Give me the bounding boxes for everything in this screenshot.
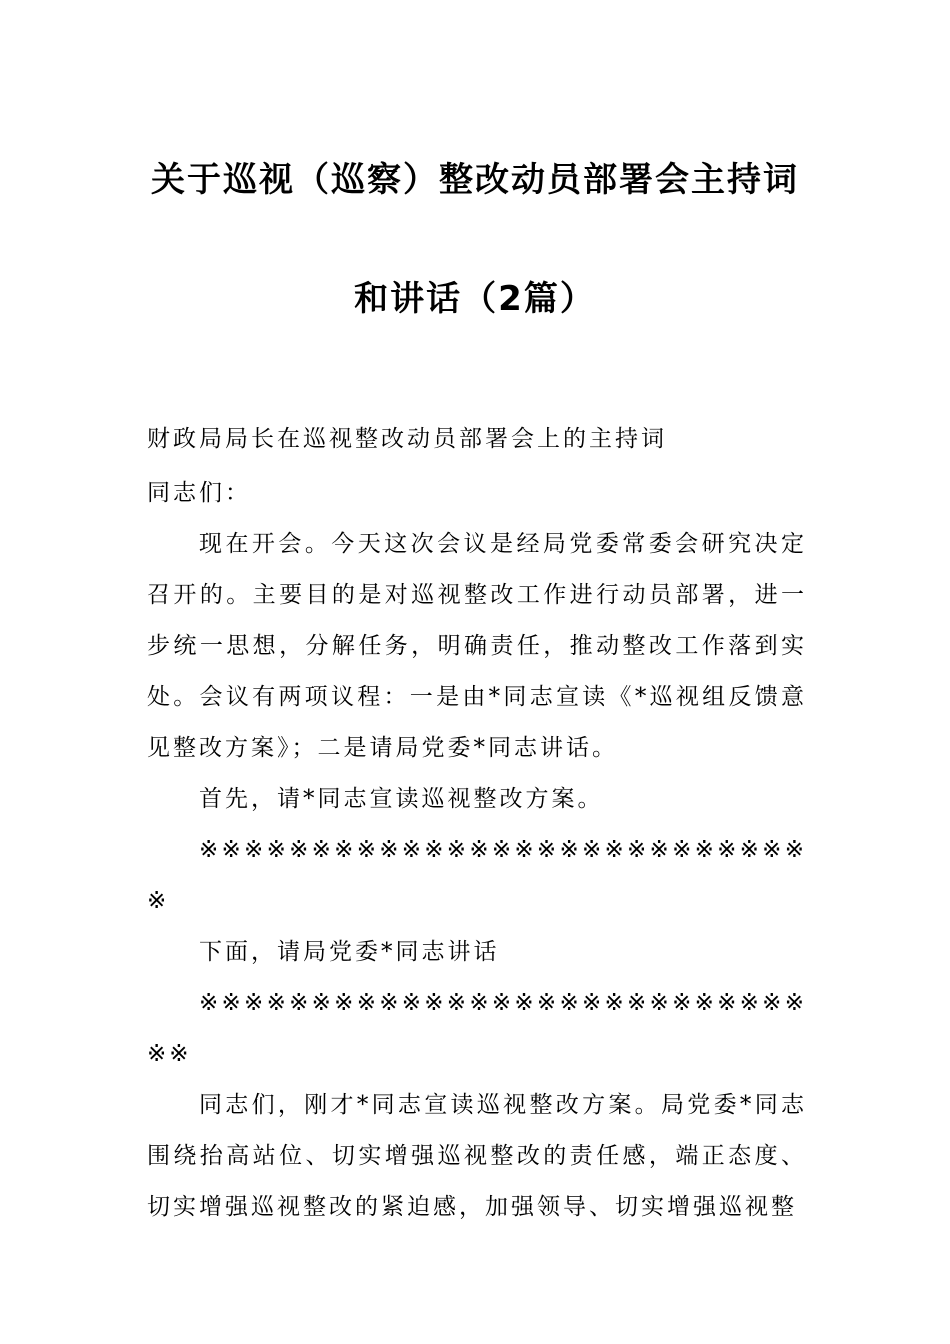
paragraph-separator-1: ※※※※※※※※※※※※※※※※※※※※※※※※※※※※ [147,837,807,914]
salutation: 同志们： [147,480,251,506]
paragraph-opening: 现在开会。今天这次会议是经局党委常委会研究决定召开的。主要目的是对巡视整改工作进行动员部署，进一步统一思想，分解任务，明确责任，推动整改工作落到实处。会议有两项议程：一是由*同志宣读《*巡视组反馈意见整改方案》；二是请局党委*同志讲话。 [147,531,807,761]
paragraph-agenda-first: 首先，请*同志宣读巡视整改方案。 [199,786,604,812]
paragraph-agenda-second: 下面，请局党委*同志讲话 [199,939,500,965]
document-body [147,417,807,1233]
document-title-line-1: 关于巡视（巡察）整改动员部署会主持词 [151,160,799,200]
section-subtitle: 财政局局长在巡视整改动员部署会上的主持词 [147,426,667,452]
paragraph-separator-2: ※※※※※※※※※※※※※※※※※※※※※※※※※※※※※ [147,990,807,1067]
paragraph-summary: 同志们，刚才*同志宣读巡视整改方案。局党委*同志围绕抬高站位、切实增强巡视整改的责任感，端正态度、切实增强巡视整改的紧迫感，加强领导、切实增强巡视整 [147,1092,808,1220]
document-title-line-2: 和讲话（2篇） [354,279,596,319]
